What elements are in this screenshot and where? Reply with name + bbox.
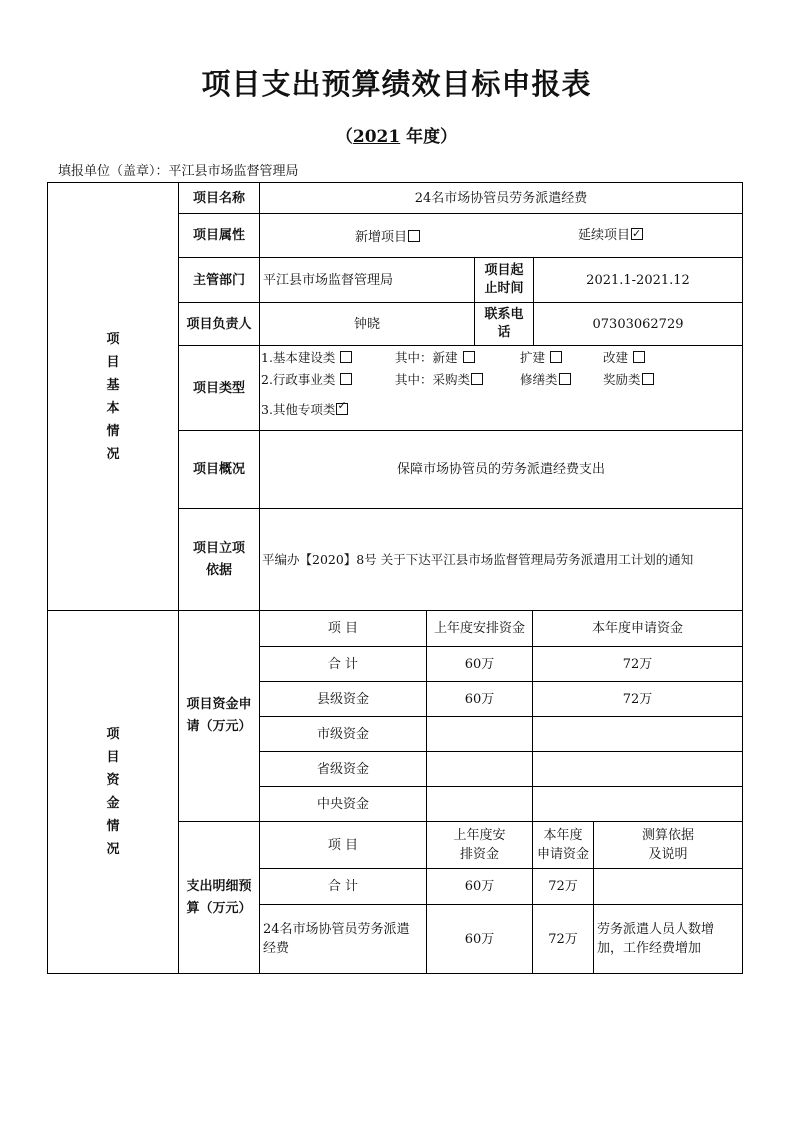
year-subtitle: （2021 年度） — [335, 127, 458, 147]
section-funds-label: 项 目 资 金 情 况 — [106, 727, 120, 857]
table-cell — [533, 787, 742, 821]
filler-unit: 平江县市场监督管理局 — [168, 164, 299, 179]
basis-value: 平编办【2020】8号 关于下达平江县市场监督管理局劳务派遣用工计划的通知 — [262, 552, 694, 567]
apply-header-last-year: 上年度安排资金 — [433, 621, 525, 636]
detail-header-item: 项 目 — [327, 837, 359, 853]
project-name-value: 24名市场协管员劳务派遣经费 — [414, 190, 588, 206]
attr-continue-option: 延续项目✓ — [578, 226, 643, 245]
type-expand-checkbox[interactable] — [550, 351, 562, 363]
expense-detail-label: 支出明细预 算（万元） — [186, 878, 252, 916]
type-infra-checkbox[interactable] — [340, 351, 352, 363]
table-cell: 60万 — [464, 691, 495, 707]
detail-note: 劳务派遣人员人数增 加，工作经费增加 — [597, 922, 715, 956]
table-cell: 72万 — [622, 691, 653, 707]
attr-new-checkbox[interactable] — [408, 230, 420, 242]
table-row-label: 合 计 — [327, 656, 359, 672]
attr-new-option: 新增项目 — [355, 228, 420, 247]
owner-label: 项目负责人 — [186, 316, 252, 332]
detail-header-this-year: 本年度 申请资金 — [536, 828, 589, 862]
table-cell — [533, 717, 742, 751]
owner-value: 钟晓 — [353, 316, 380, 332]
apply-header-this-year: 本年度申请资金 — [591, 621, 683, 636]
type-row-1: 1.基本建设类 — [261, 348, 352, 366]
table-cell: 60万 — [464, 879, 495, 894]
page-title: 项目支出预算绩效目标申报表 — [201, 67, 592, 101]
year-value: 2021 — [352, 127, 401, 147]
overview-label: 项目概况 — [192, 462, 245, 477]
apply-header-item: 项 目 — [327, 621, 359, 636]
overview-value: 保障市场协管员的劳务派遣经费支出 — [396, 462, 605, 477]
table-row-label: 省级资金 — [316, 761, 369, 777]
filler-unit-line: 填报单位（盖章）：平江县市场监督管理局 — [58, 164, 299, 179]
section-basic-label: 项 目 基 本 情 况 — [106, 331, 120, 462]
basis-label: 项目立项 依据 — [192, 540, 245, 578]
table-cell — [427, 717, 532, 751]
type-label: 项目类型 — [192, 380, 245, 396]
project-attr-label: 项目属性 — [192, 228, 245, 243]
phone-label: 联系电 话 — [484, 307, 524, 340]
table-cell: 60万 — [464, 931, 495, 947]
type-new-build-checkbox[interactable] — [463, 351, 475, 363]
type-admin-checkbox[interactable] — [340, 373, 352, 385]
detail-header-basis: 测算依据 及说明 — [641, 828, 694, 862]
table-cell: 72万 — [622, 656, 653, 672]
type-row-2: 2.行政事业类 — [261, 370, 352, 388]
type-rebuild-checkbox[interactable] — [633, 351, 645, 363]
dept-value: 平江县市场监督管理局 — [263, 272, 394, 288]
type-purchase-checkbox[interactable] — [471, 373, 483, 385]
project-name-label: 项目名称 — [192, 190, 245, 206]
type-other-checkbox[interactable] — [336, 403, 348, 415]
time-value: 2021.1-2021.12 — [586, 272, 690, 288]
table-cell: 72万 — [548, 931, 578, 947]
attr-continue-checkbox[interactable] — [631, 228, 643, 240]
dept-label: 主管部门 — [192, 272, 245, 288]
type-reward-checkbox[interactable] — [642, 373, 654, 385]
table-row-label: 县级资金 — [316, 691, 369, 707]
type-repair-checkbox[interactable] — [559, 373, 571, 385]
table-cell: 72万 — [548, 879, 578, 894]
table-cell — [594, 869, 742, 904]
table-row-label: 合 计 — [327, 879, 359, 894]
time-label: 项目起 止时间 — [484, 263, 524, 296]
table-cell — [427, 752, 532, 786]
detail-header-last-year: 上年度安 排资金 — [453, 828, 506, 862]
table-cell: 60万 — [464, 656, 495, 672]
project-attr-options — [260, 214, 742, 257]
table-cell — [533, 752, 742, 786]
phone-value: 07303062729 — [592, 316, 684, 332]
table-row-label: 中央资金 — [316, 796, 369, 812]
table-cell — [427, 787, 532, 821]
fund-apply-label: 项目资金申 请（万元） — [186, 697, 252, 734]
type-row-3: 3.其他专项类✓ — [261, 400, 348, 418]
detail-item-name: 24名市场协管员劳务派遣 经费 — [263, 922, 410, 956]
table-row-label: 市级资金 — [316, 726, 369, 742]
